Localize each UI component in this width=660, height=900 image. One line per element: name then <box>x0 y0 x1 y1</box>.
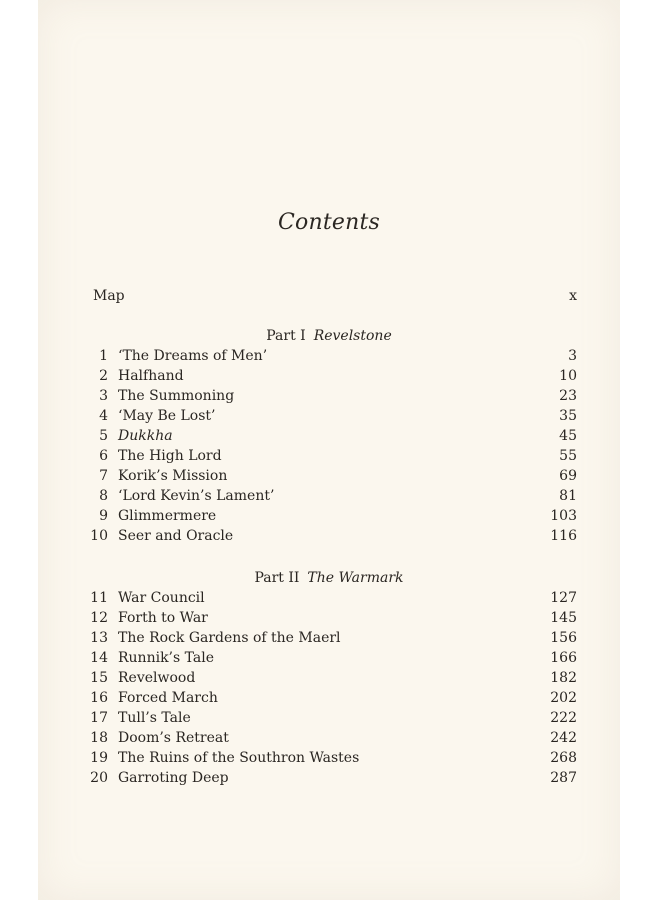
chapter-page-number: 10 <box>559 368 577 384</box>
chapter-title: The High Lord <box>118 448 222 464</box>
chapter-number: 19 <box>90 750 108 766</box>
chapter-title: Forced March <box>118 690 218 706</box>
chapter-page-number: 156 <box>550 630 577 646</box>
chapter-number: 3 <box>99 388 108 404</box>
front-matter-row-map <box>38 286 620 306</box>
chapter-page-number: 81 <box>559 488 577 504</box>
page-title: Contents <box>277 210 380 235</box>
chapter-page-number: 127 <box>550 590 577 606</box>
chapter-page-number: 23 <box>559 388 577 404</box>
chapter-title: War Council <box>118 590 205 606</box>
chapter-page-number: 287 <box>550 770 577 786</box>
chapter-row <box>38 426 620 446</box>
chapter-row <box>38 406 620 426</box>
chapter-page-number: 35 <box>559 408 577 424</box>
chapter-number: 17 <box>90 710 108 726</box>
chapter-title: The Summoning <box>118 388 235 404</box>
chapter-number: 16 <box>90 690 108 706</box>
part-heading-2 <box>38 568 620 588</box>
chapter-number: 13 <box>90 630 108 646</box>
chapter-row <box>38 768 620 788</box>
chapter-page-number: 103 <box>550 508 577 524</box>
chapter-title: Revelwood <box>118 670 196 686</box>
part-label: Part II <box>254 570 300 586</box>
chapter-title: Forth to War <box>118 610 208 626</box>
chapter-title: Doom’s Retreat <box>118 730 229 746</box>
chapter-page-number: 166 <box>550 650 577 666</box>
chapter-row <box>38 366 620 386</box>
chapter-number: 2 <box>99 368 108 384</box>
chapter-row <box>38 386 620 406</box>
chapter-page-number: 55 <box>559 448 577 464</box>
chapter-row <box>38 588 620 608</box>
chapter-number: 20 <box>90 770 108 786</box>
chapter-title: Glimmermere <box>118 508 217 524</box>
part-subtitle: Revelstone <box>313 328 392 344</box>
chapter-page-number: 45 <box>559 428 577 444</box>
chapter-number: 9 <box>99 508 108 524</box>
chapter-number: 5 <box>99 428 108 444</box>
chapter-title: Garroting Deep <box>118 770 229 786</box>
chapter-number: 1 <box>99 348 108 364</box>
chapter-row <box>38 486 620 506</box>
chapter-page-number: 202 <box>550 690 577 706</box>
chapter-row <box>38 648 620 668</box>
map-entry-page: x <box>569 288 577 304</box>
book-page <box>38 0 620 900</box>
chapter-number: 18 <box>90 730 108 746</box>
chapter-title: Halfhand <box>118 368 184 384</box>
chapter-number: 15 <box>90 670 108 686</box>
chapter-number: 4 <box>99 408 108 424</box>
chapter-number: 12 <box>90 610 108 626</box>
chapter-title: ‘Lord Kevin’s Lament’ <box>118 488 275 504</box>
map-entry-label: Map <box>93 288 125 304</box>
chapter-row <box>38 506 620 526</box>
chapter-title: ‘May Be Lost’ <box>118 408 216 424</box>
chapter-row <box>38 708 620 728</box>
chapter-row <box>38 748 620 768</box>
chapter-title: Korik’s Mission <box>118 468 228 484</box>
chapter-page-number: 145 <box>550 610 577 626</box>
chapter-page-number: 182 <box>550 670 577 686</box>
chapter-page-number: 268 <box>550 750 577 766</box>
chapter-number: 11 <box>90 590 108 606</box>
chapter-row <box>38 446 620 466</box>
chapter-number: 10 <box>90 528 108 544</box>
part-label: Part I <box>266 328 306 344</box>
chapter-page-number: 242 <box>550 730 577 746</box>
chapter-row <box>38 668 620 688</box>
chapter-title: Tull’s Tale <box>118 710 191 726</box>
chapter-number: 14 <box>90 650 108 666</box>
chapter-row <box>38 346 620 366</box>
chapter-row <box>38 526 620 546</box>
chapter-row <box>38 628 620 648</box>
chapter-number: 8 <box>99 488 108 504</box>
chapter-row <box>38 728 620 748</box>
chapter-title: The Rock Gardens of the Maerl <box>118 630 341 646</box>
chapter-title: The Ruins of the Southron Wastes <box>118 750 360 766</box>
chapter-number: 7 <box>99 468 108 484</box>
part-subtitle: The Warmark <box>307 570 404 586</box>
chapter-page-number: 222 <box>550 710 577 726</box>
chapter-title: ‘The Dreams of Men’ <box>118 348 268 364</box>
chapter-row <box>38 608 620 628</box>
part-heading-1 <box>38 326 620 346</box>
chapter-page-number: 3 <box>568 348 577 364</box>
chapter-title: Runnik’s Tale <box>118 650 214 666</box>
chapter-page-number: 116 <box>550 528 577 544</box>
chapter-number: 6 <box>99 448 108 464</box>
chapter-page-number: 69 <box>559 468 577 484</box>
chapter-title: Dukkha <box>118 428 173 444</box>
chapter-row <box>38 466 620 486</box>
chapter-row <box>38 688 620 708</box>
chapter-title: Seer and Oracle <box>118 528 234 544</box>
